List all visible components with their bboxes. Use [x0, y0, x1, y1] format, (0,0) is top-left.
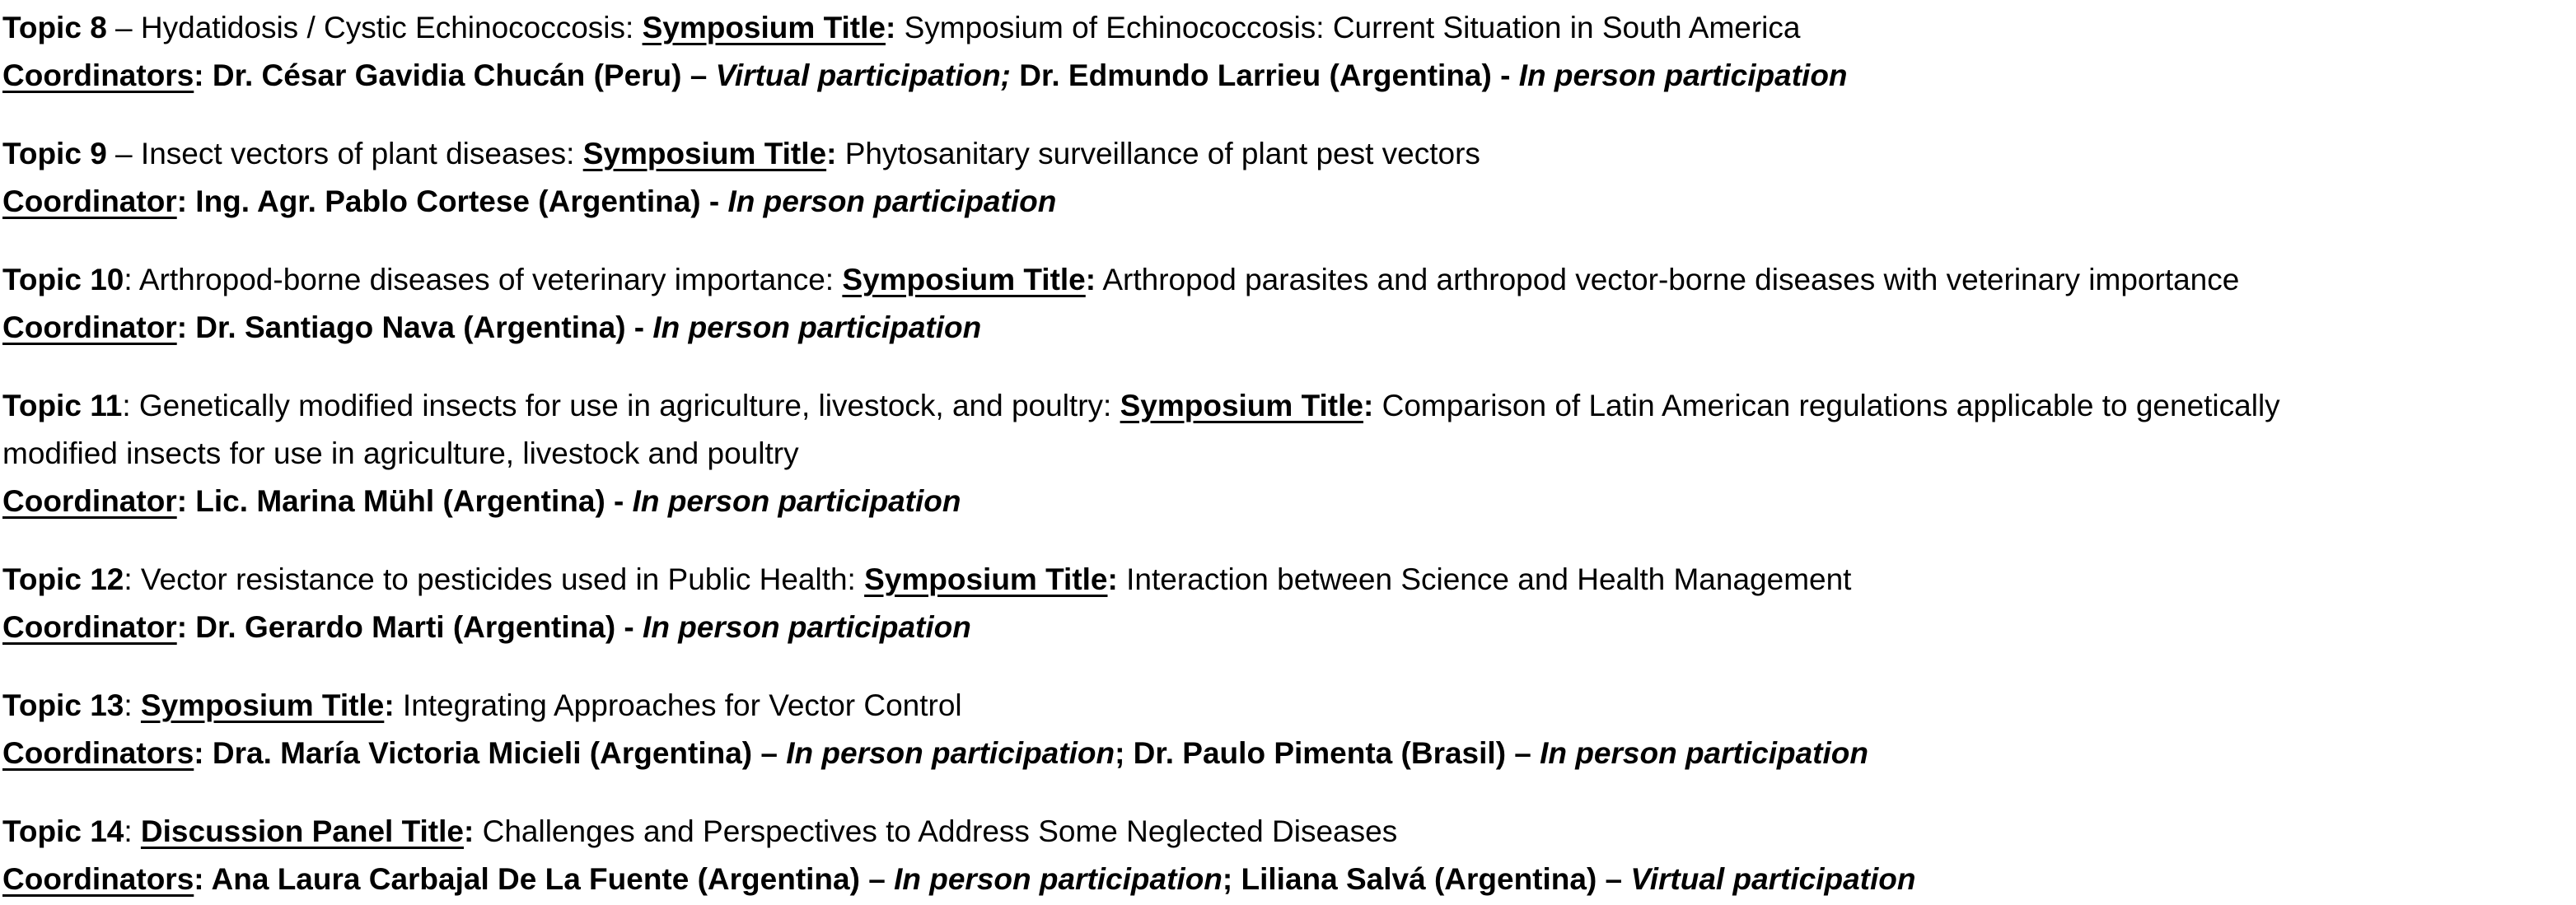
text-run: Discussion Panel Title	[140, 814, 464, 848]
text-run: : Genetically modified insects for use in agriculture, livestock, and poultry:	[122, 389, 1120, 422]
text-run: In person participation	[652, 310, 982, 344]
text-run: Symposium Title	[582, 137, 827, 170]
text-run: :	[1107, 562, 1118, 596]
text-run: :	[124, 814, 141, 848]
text-run: Virtual participation;	[715, 58, 1011, 92]
text-run: :	[1363, 389, 1374, 422]
text-run: :	[885, 11, 896, 44]
paragraph-topic-10	[2, 256, 2576, 352]
text-run: :	[124, 688, 141, 722]
text-run: : Dra. María Victoria Micieli (Argentina) –	[194, 736, 787, 770]
text-run: Topic 10	[2, 263, 124, 296]
text-run: Topic 8	[2, 11, 107, 44]
text-run: : Dr. César Gavidia Chucán (Peru) –	[194, 58, 716, 92]
text-run: Coordinator	[2, 484, 177, 518]
text-run: Challenges and Perspectives to Address Some Neglected Diseases	[474, 814, 1398, 848]
text-run: modified insects for use in agriculture, livestock and poultry	[2, 436, 799, 470]
paragraph-topic-14	[2, 808, 2576, 903]
text-run: : Ing. Agr. Pablo Cortese (Argentina) -	[176, 184, 728, 218]
text-run: : Vector resistance to pesticides used in Public Health:	[124, 562, 865, 596]
text-run: :	[826, 137, 837, 170]
paragraph-topic-12	[2, 556, 2576, 651]
document-body	[2, 4, 2576, 903]
paragraph-topic-11	[2, 382, 2576, 525]
text-run: In person participation	[643, 610, 971, 644]
text-run: Coordinators	[2, 736, 194, 770]
text-run: Integrating Approaches for Vector Control	[394, 688, 962, 722]
text-run: In person participation	[1518, 58, 1848, 92]
text-run: In person participation	[1540, 736, 1868, 770]
paragraph-topic-13	[2, 682, 2576, 777]
text-run: : Dr. Gerardo Marti (Argentina) -	[176, 610, 643, 644]
text-run: Interaction between Science and Health Management	[1117, 562, 1852, 596]
text-run: Coordinator	[2, 184, 177, 218]
text-run: Coordinator	[2, 310, 177, 344]
text-run: :	[1085, 263, 1096, 296]
text-run: Symposium Title	[140, 688, 385, 722]
text-run: :	[384, 688, 395, 722]
text-run: – Insect vectors of plant diseases:	[106, 137, 583, 170]
text-run: :	[463, 814, 475, 848]
text-run: Coordinator	[2, 610, 177, 644]
text-run: Symposium Title	[642, 11, 886, 44]
text-run: Topic 14	[2, 814, 124, 848]
text-run: ; Liliana Salvá (Argentina) –	[1222, 862, 1631, 896]
text-run: Symposium Title	[864, 562, 1108, 596]
paragraph-topic-8	[2, 4, 2576, 100]
text-run: : Ana Laura Carbajal De La Fuente (Argentina) –	[194, 862, 895, 896]
text-run: Topic 11	[2, 389, 123, 422]
text-run: : Dr. Santiago Nava (Argentina) -	[176, 310, 653, 344]
text-run: In person participation	[786, 736, 1115, 770]
text-run: – Hydatidosis / Cystic Echinococcosis:	[106, 11, 643, 44]
text-run: Symposium Title	[842, 263, 1086, 296]
text-run: ; Dr. Paulo Pimenta (Brasil) –	[1115, 736, 1540, 770]
text-run: Comparison of Latin American regulations applicable to genetically	[1373, 389, 2280, 422]
text-run: : Arthropod-borne diseases of veterinary importance:	[124, 263, 843, 296]
text-run: Phytosanitary surveillance of plant pest vectors	[836, 137, 1480, 170]
text-run: Topic 9	[2, 137, 107, 170]
text-run: Dr. Edmundo Larrieu (Argentina) -	[1011, 58, 1519, 92]
text-run: In person participation	[632, 484, 961, 518]
text-run: Symposium of Echinococcosis: Current Situation in South America	[895, 11, 1801, 44]
text-run: Coordinators	[2, 58, 194, 92]
text-run: In person participation	[894, 862, 1223, 896]
text-run: Symposium Title	[1120, 389, 1363, 422]
paragraph-topic-9	[2, 130, 2576, 226]
text-run: Coordinators	[2, 862, 194, 896]
text-run: Topic 12	[2, 562, 124, 596]
text-run: Topic 13	[2, 688, 124, 722]
text-run: : Lic. Marina Mühl (Argentina) -	[176, 484, 633, 518]
text-run: In person participation	[727, 184, 1057, 218]
text-run: Virtual participation	[1630, 862, 1916, 896]
text-run: Arthropod parasites and arthropod vector-borne diseases with veterinary importance	[1096, 263, 2240, 296]
